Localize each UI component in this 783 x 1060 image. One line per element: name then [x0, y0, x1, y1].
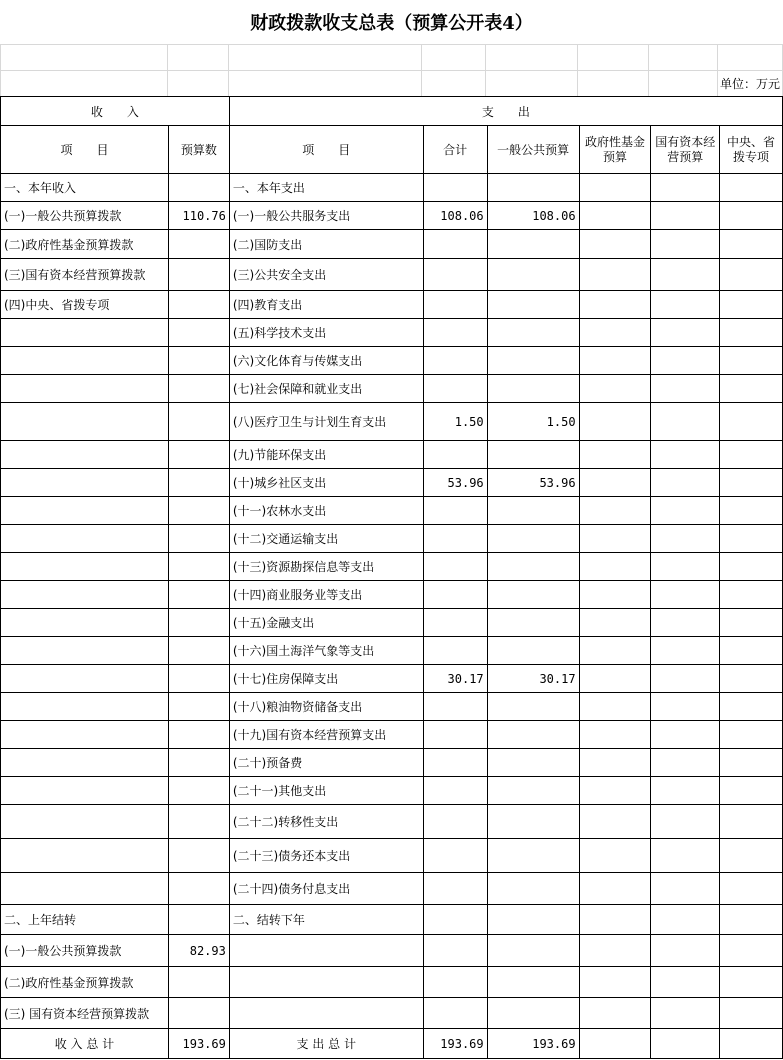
income-item-cell	[1, 525, 169, 553]
table-row	[1, 525, 783, 553]
expense-general-total: 193.69	[487, 1029, 579, 1059]
income-value-cell	[168, 319, 229, 347]
expense-item-cell: (十九)国有资本经营预算支出	[229, 721, 423, 749]
central-cell	[720, 998, 783, 1029]
central-cell	[720, 721, 783, 749]
expense-item-cell: (十五)金融支出	[229, 609, 423, 637]
expense-item-cell	[229, 935, 423, 967]
expense-total-cell	[423, 581, 487, 609]
gov-fund-cell	[579, 873, 651, 905]
page-title: 财政拨款收支总表（预算公开表4）	[250, 13, 533, 34]
income-value-cell	[168, 174, 229, 202]
income-value-cell	[168, 693, 229, 721]
col-income-budget: 预算数	[168, 126, 229, 174]
general-budget-cell: 1.50	[487, 403, 579, 441]
expense-total-cell: 1.50	[423, 403, 487, 441]
unit-row	[1, 71, 783, 97]
state-capital-cell	[651, 637, 720, 665]
income-value-cell	[168, 441, 229, 469]
expense-total-cell	[423, 805, 487, 839]
income-item-cell: (一)一般公共预算拨款	[1, 935, 169, 967]
col-income-item: 项 目	[1, 126, 169, 174]
general-budget-cell	[487, 609, 579, 637]
general-budget-cell	[487, 441, 579, 469]
central-cell	[720, 665, 783, 693]
central-cell	[720, 553, 783, 581]
table-row	[1, 403, 783, 441]
expense-item-cell	[229, 998, 423, 1029]
income-header: 收 入	[1, 97, 230, 126]
income-item-cell: (二)政府性基金预算拨款	[1, 230, 169, 259]
gov-fund-cell	[579, 637, 651, 665]
table-row	[1, 749, 783, 777]
state-capital-cell	[651, 403, 720, 441]
gov-fund-cell	[579, 525, 651, 553]
header-row-sections	[1, 97, 783, 126]
income-item-cell	[1, 693, 169, 721]
income-value-cell	[168, 665, 229, 693]
state-capital-cell	[651, 202, 720, 230]
state-capital-cell	[651, 497, 720, 525]
income-item-cell: 二、上年结转	[1, 905, 169, 935]
general-budget-cell: 53.96	[487, 469, 579, 497]
income-item-cell	[1, 469, 169, 497]
state-capital-cell	[651, 749, 720, 777]
general-budget-cell	[487, 347, 579, 375]
state-capital-cell	[651, 319, 720, 347]
income-value-cell	[168, 839, 229, 873]
general-budget-cell	[487, 839, 579, 873]
expense-item-cell: (十二)交通运输支出	[229, 525, 423, 553]
central-cell	[720, 905, 783, 935]
table-row	[1, 230, 783, 259]
income-value-cell	[168, 905, 229, 935]
state-capital-cell	[651, 777, 720, 805]
central-cell	[720, 375, 783, 403]
income-value-cell	[168, 967, 229, 998]
expense-item-cell: (十三)资源勘探信息等支出	[229, 553, 423, 581]
col-central: 中央、省拨专项	[720, 126, 783, 174]
expense-item-cell: (二十一)其他支出	[229, 777, 423, 805]
general-budget-cell	[487, 375, 579, 403]
central-cell	[720, 441, 783, 469]
table-row	[1, 319, 783, 347]
expense-item-cell: (二十二)转移性支出	[229, 805, 423, 839]
gov-fund-cell	[579, 998, 651, 1029]
gov-fund-cell	[579, 469, 651, 497]
expense-item-cell	[229, 967, 423, 998]
gov-fund-cell	[579, 347, 651, 375]
income-value-cell	[168, 581, 229, 609]
table-row	[1, 905, 783, 935]
income-value-cell	[168, 637, 229, 665]
expense-item-cell: (六)文化体育与传媒支出	[229, 347, 423, 375]
income-value-cell	[168, 998, 229, 1029]
expense-total-cell	[423, 291, 487, 319]
general-budget-cell	[487, 873, 579, 905]
gov-fund-cell	[579, 609, 651, 637]
expense-total-cell	[423, 375, 487, 403]
income-item-cell	[1, 497, 169, 525]
central-cell	[720, 525, 783, 553]
state-capital-cell	[651, 174, 720, 202]
central-cell	[720, 581, 783, 609]
expense-total-cell	[423, 497, 487, 525]
income-item-cell	[1, 581, 169, 609]
table-row	[1, 291, 783, 319]
gov-fund-cell	[579, 202, 651, 230]
expense-total-value: 193.69	[423, 1029, 487, 1059]
gov-fund-cell	[579, 749, 651, 777]
income-value-cell: 110.76	[168, 202, 229, 230]
expense-item-cell: (十)城乡社区支出	[229, 469, 423, 497]
gov-fund-cell	[579, 403, 651, 441]
state-capital-cell	[651, 469, 720, 497]
expense-total-cell	[423, 693, 487, 721]
gov-fund-cell	[579, 967, 651, 998]
income-value-cell	[168, 749, 229, 777]
income-value-cell	[168, 291, 229, 319]
state-capital-cell	[651, 805, 720, 839]
income-value-cell	[168, 230, 229, 259]
table-row	[1, 497, 783, 525]
general-budget-cell	[487, 637, 579, 665]
blank-grid-rows	[0, 44, 783, 97]
general-budget-cell	[487, 693, 579, 721]
table-row	[1, 693, 783, 721]
income-item-cell	[1, 375, 169, 403]
central-cell	[720, 403, 783, 441]
state-capital-cell	[651, 839, 720, 873]
gov-fund-cell	[579, 553, 651, 581]
table-row	[1, 967, 783, 998]
state-capital-cell	[651, 665, 720, 693]
expense-total-cell	[423, 347, 487, 375]
central-cell	[720, 693, 783, 721]
general-budget-cell	[487, 998, 579, 1029]
gov-fund-cell	[579, 693, 651, 721]
income-item-cell	[1, 805, 169, 839]
gov-fund-cell	[579, 441, 651, 469]
central-cell	[720, 935, 783, 967]
central-cell	[720, 749, 783, 777]
expense-item-cell: (十四)商业服务业等支出	[229, 581, 423, 609]
state-capital-cell	[651, 553, 720, 581]
income-item-cell	[1, 839, 169, 873]
central-cell	[720, 777, 783, 805]
expense-item-cell: (八)医疗卫生与计划生育支出	[229, 403, 423, 441]
general-budget-cell	[487, 777, 579, 805]
expense-item-cell: (二十)预备费	[229, 749, 423, 777]
central-cell	[720, 202, 783, 230]
general-budget-cell	[487, 553, 579, 581]
expense-total-cell	[423, 230, 487, 259]
income-value-cell	[168, 375, 229, 403]
expense-item-cell: 二、结转下年	[229, 905, 423, 935]
income-item-cell: (三) 国有资本经营预算拨款	[1, 998, 169, 1029]
income-item-cell	[1, 403, 169, 441]
expense-total-cell	[423, 525, 487, 553]
state-capital-cell	[651, 905, 720, 935]
gov-fund-cell	[579, 375, 651, 403]
empty-cell	[720, 1029, 783, 1059]
general-budget-cell	[487, 805, 579, 839]
state-capital-cell	[651, 935, 720, 967]
table-row	[1, 469, 783, 497]
col-general-budget: 一般公共预算	[487, 126, 579, 174]
expense-total-cell	[423, 777, 487, 805]
income-value-cell	[168, 873, 229, 905]
col-state-capital: 国有资本经营预算	[651, 126, 720, 174]
expense-item-cell: (十六)国土海洋气象等支出	[229, 637, 423, 665]
gov-fund-cell	[579, 581, 651, 609]
expense-total-cell: 53.96	[423, 469, 487, 497]
gov-fund-cell	[579, 174, 651, 202]
table-row	[1, 777, 783, 805]
income-total-label: 收 入 总 计	[1, 1029, 169, 1059]
col-gov-fund: 政府性基金预算	[579, 126, 651, 174]
state-capital-cell	[651, 609, 720, 637]
central-cell	[720, 347, 783, 375]
state-capital-cell	[651, 581, 720, 609]
central-cell	[720, 230, 783, 259]
expense-total-cell: 108.06	[423, 202, 487, 230]
state-capital-cell	[651, 721, 720, 749]
table-row	[1, 202, 783, 230]
expense-total-cell	[423, 174, 487, 202]
central-cell	[720, 319, 783, 347]
income-item-cell	[1, 347, 169, 375]
col-expense-item: 项 目	[229, 126, 423, 174]
state-capital-cell	[651, 291, 720, 319]
gov-fund-cell	[579, 839, 651, 873]
gov-fund-cell	[579, 665, 651, 693]
blank-row	[1, 45, 783, 71]
expense-total-cell	[423, 967, 487, 998]
income-item-cell	[1, 553, 169, 581]
table-row	[1, 347, 783, 375]
gov-fund-cell	[579, 721, 651, 749]
general-budget-cell	[487, 749, 579, 777]
state-capital-cell	[651, 998, 720, 1029]
expense-total-cell	[423, 319, 487, 347]
table-row	[1, 375, 783, 403]
table-row	[1, 935, 783, 967]
expense-item-cell: (十八)粮油物资储备支出	[229, 693, 423, 721]
unit-label: 单位：万元	[717, 71, 782, 97]
expense-item-cell: (三)公共安全支出	[229, 259, 423, 291]
expense-total-cell	[423, 839, 487, 873]
table-row	[1, 174, 783, 202]
expense-item-cell: (五)科学技术支出	[229, 319, 423, 347]
expense-header: 支 出	[229, 97, 782, 126]
income-value-cell	[168, 403, 229, 441]
income-item-cell	[1, 873, 169, 905]
income-item-cell: (一)一般公共预算拨款	[1, 202, 169, 230]
income-value-cell	[168, 525, 229, 553]
expense-item-cell: (十一)农林水支出	[229, 497, 423, 525]
expense-item-cell: (一)一般公共服务支出	[229, 202, 423, 230]
state-capital-cell	[651, 441, 720, 469]
income-value-cell	[168, 805, 229, 839]
general-budget-cell	[487, 935, 579, 967]
central-cell	[720, 469, 783, 497]
table-row	[1, 581, 783, 609]
gov-fund-cell	[579, 259, 651, 291]
income-value-cell	[168, 777, 229, 805]
income-value-cell	[168, 721, 229, 749]
central-cell	[720, 805, 783, 839]
general-budget-cell	[487, 174, 579, 202]
income-item-cell	[1, 637, 169, 665]
central-cell	[720, 174, 783, 202]
central-cell	[720, 259, 783, 291]
income-item-cell	[1, 749, 169, 777]
table-row	[1, 259, 783, 291]
gov-fund-cell	[579, 230, 651, 259]
expense-item-cell: (七)社会保障和就业支出	[229, 375, 423, 403]
income-value-cell	[168, 469, 229, 497]
table-row	[1, 998, 783, 1029]
expense-item-cell: (二十三)债务还本支出	[229, 839, 423, 873]
expense-total-label: 支 出 总 计	[229, 1029, 423, 1059]
income-item-cell	[1, 665, 169, 693]
gov-fund-cell	[579, 497, 651, 525]
income-item-cell	[1, 777, 169, 805]
general-budget-cell	[487, 525, 579, 553]
table-row	[1, 839, 783, 873]
expense-item-cell: 一、本年支出	[229, 174, 423, 202]
table-row	[1, 805, 783, 839]
central-cell	[720, 967, 783, 998]
income-item-cell: (四)中央、省拨专项	[1, 291, 169, 319]
expense-total-cell	[423, 935, 487, 967]
central-cell	[720, 609, 783, 637]
general-budget-cell	[487, 319, 579, 347]
gov-fund-cell	[579, 905, 651, 935]
totals-row	[1, 1029, 783, 1059]
gov-fund-cell	[579, 777, 651, 805]
general-budget-cell	[487, 721, 579, 749]
table-row	[1, 441, 783, 469]
expense-total-cell	[423, 609, 487, 637]
state-capital-cell	[651, 525, 720, 553]
central-cell	[720, 873, 783, 905]
income-value-cell	[168, 347, 229, 375]
income-item-cell	[1, 441, 169, 469]
state-capital-cell	[651, 259, 720, 291]
general-budget-cell	[487, 259, 579, 291]
expense-item-cell: (九)节能环保支出	[229, 441, 423, 469]
gov-fund-cell	[579, 805, 651, 839]
central-cell	[720, 637, 783, 665]
table-row	[1, 873, 783, 905]
general-budget-cell: 108.06	[487, 202, 579, 230]
income-total-value: 193.69	[168, 1029, 229, 1059]
income-item-cell	[1, 319, 169, 347]
expense-total-cell	[423, 873, 487, 905]
general-budget-cell: 30.17	[487, 665, 579, 693]
general-budget-cell	[487, 497, 579, 525]
general-budget-cell	[487, 967, 579, 998]
expense-total-cell	[423, 721, 487, 749]
general-budget-cell	[487, 905, 579, 935]
budget-table	[0, 96, 783, 1059]
income-value-cell	[168, 259, 229, 291]
income-value-cell	[168, 609, 229, 637]
state-capital-cell	[651, 967, 720, 998]
central-cell	[720, 839, 783, 873]
expense-item-cell: (二)国防支出	[229, 230, 423, 259]
income-item-cell: (三)国有资本经营预算拨款	[1, 259, 169, 291]
col-total: 合计	[423, 126, 487, 174]
income-item-cell: 一、本年收入	[1, 174, 169, 202]
income-value-cell: 82.93	[168, 935, 229, 967]
expense-item-cell: (二十四)债务付息支出	[229, 873, 423, 905]
income-item-cell: (二)政府性基金预算拨款	[1, 967, 169, 998]
table-row	[1, 609, 783, 637]
expense-item-cell: (十七)住房保障支出	[229, 665, 423, 693]
gov-fund-cell	[579, 291, 651, 319]
income-value-cell	[168, 497, 229, 525]
state-capital-cell	[651, 347, 720, 375]
expense-item-cell: (四)教育支出	[229, 291, 423, 319]
header-row-columns	[1, 126, 783, 174]
expense-total-cell	[423, 749, 487, 777]
income-item-cell	[1, 609, 169, 637]
expense-total-cell	[423, 441, 487, 469]
general-budget-cell	[487, 291, 579, 319]
general-budget-cell	[487, 581, 579, 609]
table-row	[1, 665, 783, 693]
table-row	[1, 637, 783, 665]
state-capital-cell	[651, 230, 720, 259]
expense-total-cell	[423, 637, 487, 665]
general-budget-cell	[487, 230, 579, 259]
table-row	[1, 553, 783, 581]
central-cell	[720, 497, 783, 525]
expense-total-cell	[423, 998, 487, 1029]
expense-total-cell	[423, 553, 487, 581]
income-value-cell	[168, 553, 229, 581]
table-row	[1, 721, 783, 749]
empty-cell	[651, 1029, 720, 1059]
state-capital-cell	[651, 693, 720, 721]
state-capital-cell	[651, 873, 720, 905]
gov-fund-cell	[579, 319, 651, 347]
expense-total-cell: 30.17	[423, 665, 487, 693]
gov-fund-cell	[579, 935, 651, 967]
empty-cell	[579, 1029, 651, 1059]
income-item-cell	[1, 721, 169, 749]
central-cell	[720, 291, 783, 319]
state-capital-cell	[651, 375, 720, 403]
expense-total-cell	[423, 259, 487, 291]
expense-total-cell	[423, 905, 487, 935]
